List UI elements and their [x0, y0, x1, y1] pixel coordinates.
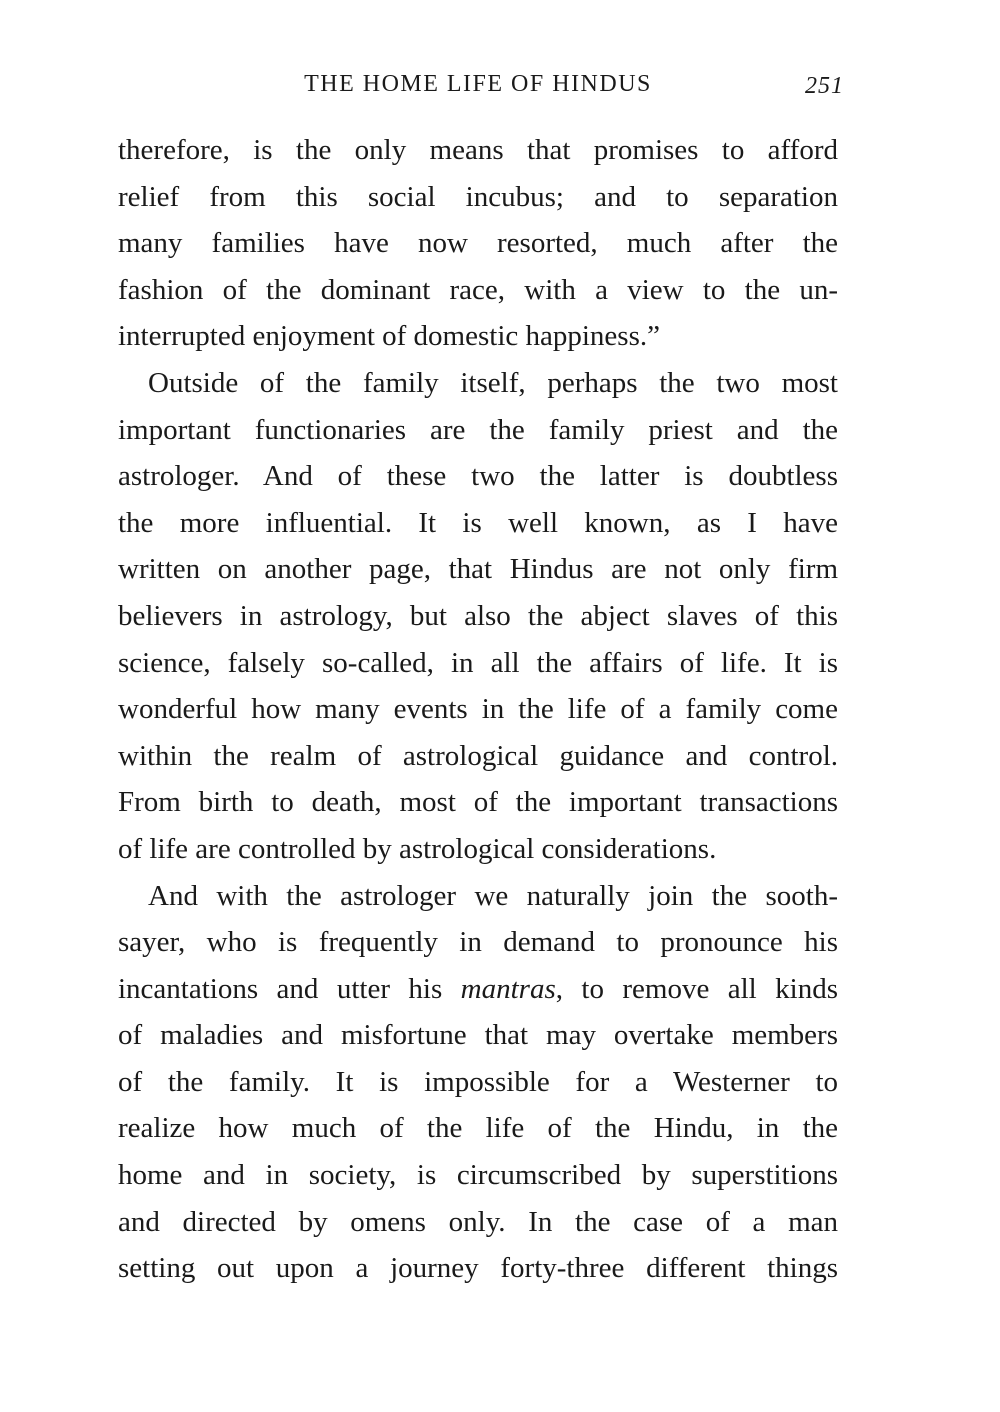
body-text	[118, 127, 838, 1292]
text-line: written on another page, that Hindus are not only firm	[118, 553, 838, 586]
text-line: believers in astrology, but also the abject slaves of this	[118, 599, 838, 632]
paragraph-3	[118, 873, 838, 1292]
text-line: wonderful how many events in the life of a family come	[118, 693, 838, 726]
text-line: sayer, who is frequently in demand to pronounce his	[118, 926, 838, 959]
text-line: From birth to death, most of the important transactions	[118, 786, 838, 819]
text-line: astrologer. And of these two the latter is doubtless	[118, 460, 838, 493]
text-segment: , to remove all kinds	[555, 972, 838, 1005]
text-line: many families have now resorted, much after the	[118, 227, 838, 260]
text-line: home and in society, is circumscribed by superstitions	[118, 1159, 838, 1192]
text-line: of the family. It is impossible for a Westerner to	[118, 1065, 838, 1098]
text-line: of life are controlled by astrological considerations.	[118, 832, 717, 865]
paragraph-1	[118, 127, 838, 360]
text-line: therefore, is the only means that promises to afford	[118, 134, 838, 166]
text-segment: incantations and utter his	[118, 972, 461, 1005]
text-line: fashion of the dominant race, with a view to the un-	[118, 273, 838, 306]
text-line: relief from this social incubus; and to separation	[118, 180, 838, 213]
text-line: important functionaries are the family priest and the	[118, 413, 838, 446]
page-number: 251	[805, 73, 844, 99]
text-line-with-italic	[118, 966, 838, 1013]
text-line: realize how much of the life of the Hindu, in the	[118, 1112, 838, 1145]
text-line: setting out upon a journey forty-three different things	[118, 1252, 838, 1285]
text-line: science, falsely so-called, in all the affairs of life. It is	[118, 646, 838, 679]
running-title: THE HOME LIFE OF HINDUS	[304, 71, 652, 97]
text-line: and directed by omens only. In the case of a man	[118, 1205, 838, 1238]
text-line: interrupted enjoyment of domestic happiness.”	[118, 320, 660, 353]
text-line: of maladies and misfortune that may overtake members	[118, 1019, 838, 1052]
paragraph-2	[118, 360, 838, 873]
text-line: And with the astrologer we naturally join the sooth-	[148, 879, 838, 912]
text-line: the more influential. It is well known, as I have	[118, 506, 838, 539]
italic-term-mantras: mantras	[460, 972, 556, 1005]
running-head	[118, 66, 844, 102]
text-line: Outside of the family itself, perhaps the two most	[148, 366, 838, 399]
text-line: within the realm of astrological guidance and control.	[118, 739, 838, 772]
